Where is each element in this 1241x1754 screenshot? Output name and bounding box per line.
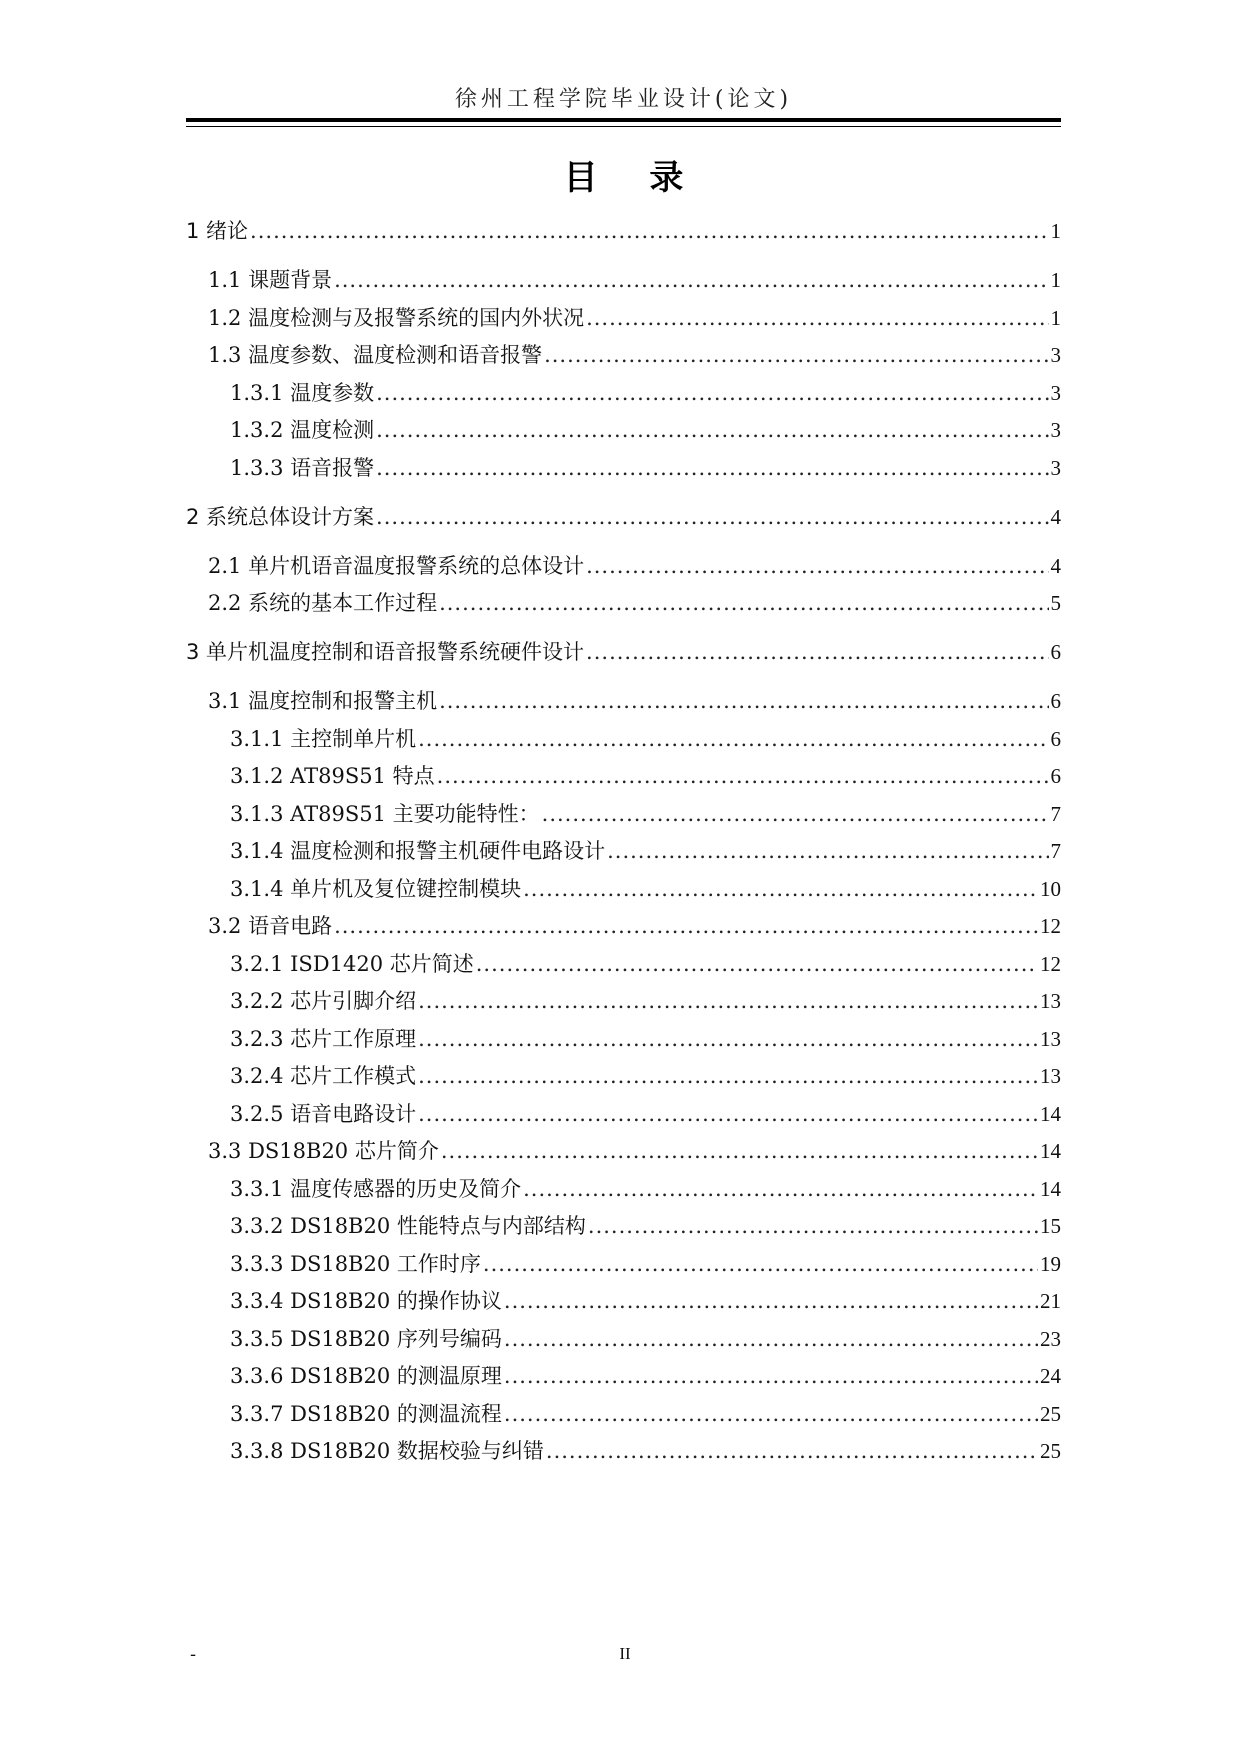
toc-entry-label: 3.3.6 DS18B20 的测温原理 [230,1364,502,1388]
toc-entry[interactable] [186,301,1061,335]
toc-entry-label: 3.3 DS18B20 芯片简介 [208,1139,439,1163]
toc-entry-page: 3 [1050,455,1061,480]
toc-entry-page: 4 [1050,504,1061,529]
toc-entry-page: 10 [1040,876,1061,901]
toc-entry[interactable] [186,722,1061,756]
header-title: 徐州工程学院毕业设计(论文) [454,87,793,112]
footer-page-number: II [619,1644,631,1663]
toc-leader-dots [334,909,1038,943]
toc-entry[interactable] [186,635,1061,669]
toc-entry-label: 3.3.2 DS18B20 性能特点与内部结构 [230,1214,586,1238]
toc-entry[interactable] [186,451,1061,485]
toc-entry-label: 3.2.4 芯片工作模式 [230,1064,417,1088]
toc-entry-page: 1 [1050,219,1061,243]
toc-entry[interactable] [186,549,1061,583]
toc-entry-label: 3.3.3 DS18B20 工作时序 [230,1251,481,1276]
toc-leader-dots [504,1284,1038,1318]
toc-entry[interactable] [186,413,1061,447]
footer-dash: - [190,1644,197,1665]
toc-entry-page: 15 [1040,1214,1061,1238]
toc-entry-page: 4 [1050,553,1061,578]
toc-entry-label: 3.1.4 单片机及复位键控制模块 [230,876,522,901]
toc-entry-page: 13 [1040,1026,1061,1051]
toc-entry-label: 1.3.3 语音报警 [230,455,375,480]
toc-leader-dots [544,338,1048,372]
toc-entry[interactable] [186,1172,1061,1206]
toc-entry[interactable] [186,500,1061,534]
toc-leader-dots [439,586,1048,620]
toc-leader-dots [476,947,1038,981]
toc-entry-page: 25 [1040,1439,1061,1463]
toc-entry-page: 1 [1050,268,1061,292]
toc-entry-page: 12 [1040,914,1061,938]
toc-leader-dots [586,301,1048,335]
toc-leader-dots [504,1322,1038,1356]
toc-leader-dots [504,1359,1038,1393]
toc-leader-dots [376,413,1048,447]
toc-entry-label: 1.1 课题背景 [208,268,333,292]
toc-entry-label: 1.3 温度参数、温度检测和语音报警 [208,343,543,367]
toc-leader-dots [250,214,1048,248]
toc-entry[interactable] [186,1247,1061,1281]
toc-entry-label: 3.1.4 温度检测和报警主机硬件电路设计 [230,839,606,863]
toc-entry[interactable] [186,338,1061,372]
toc-entry-page: 14 [1040,1176,1061,1201]
toc-entry-page: 7 [1050,839,1061,863]
toc-entry[interactable] [186,1097,1061,1131]
header-rule-thin [186,126,1061,127]
toc-entry-page: 3 [1050,343,1061,367]
toc-entry-label: 3.3.4 DS18B20 的操作协议 [230,1289,502,1313]
toc-entry-label: 3.1.3 AT89S51 主要功能特性： [230,801,540,826]
toc-leader-dots [418,722,1048,756]
toc-entry-page: 5 [1050,591,1061,615]
toc-entry-label: 3.3.8 DS18B20 数据校验与纠错 [230,1439,544,1463]
header-rule-thick [186,118,1061,122]
toc-entry[interactable] [186,1022,1061,1056]
toc-entry[interactable] [186,834,1061,868]
toc-leader-dots [607,834,1048,868]
toc-entry-label: 1.3.1 温度参数 [230,380,375,405]
toc-entry[interactable] [186,1059,1061,1093]
toc-entry-page: 14 [1040,1139,1061,1163]
toc-entry[interactable] [186,909,1061,943]
toc-entry-page: 6 [1050,689,1061,713]
toc-entry-label: 3.3.1 温度传感器的历史及简介 [230,1176,522,1201]
toc-entry[interactable] [186,1284,1061,1318]
toc-leader-dots [334,263,1048,297]
toc-entry-page: 6 [1050,726,1061,751]
toc-entry[interactable] [186,1397,1061,1431]
toc-entry-label: 3.2 语音电路 [208,914,333,938]
toc-entry[interactable] [186,263,1061,297]
toc-title: 目 录 [563,158,684,198]
toc-entry-page: 12 [1040,951,1061,976]
toc-leader-dots [441,1134,1038,1168]
toc-leader-dots [483,1247,1038,1281]
toc-leader-dots [439,684,1048,718]
toc-entry[interactable] [186,214,1061,248]
toc-entry-label: 2.1 单片机语音温度报警系统的总体设计 [208,553,585,578]
toc-entry[interactable] [186,1322,1061,1356]
toc-leader-dots [437,759,1049,793]
toc-entry[interactable] [186,1209,1061,1243]
toc-leader-dots [586,549,1048,583]
toc-entry-page: 25 [1040,1401,1061,1426]
toc-entry[interactable] [186,1134,1061,1168]
toc-entry-label: 3 单片机温度控制和语音报警系统硬件设计 [186,640,585,664]
toc-leader-dots [586,635,1048,669]
toc-leader-dots [376,376,1048,410]
toc-entry-page: 6 [1050,764,1061,788]
toc-leader-dots [588,1209,1038,1243]
toc-entry[interactable] [186,376,1061,410]
toc-entry-page: 1 [1050,305,1061,330]
toc-entry-label: 3.2.1 ISD1420 芯片简述 [230,951,474,976]
toc-entry-label: 1 绪论 [186,219,249,243]
toc-entry-page: 3 [1050,418,1061,442]
toc-entry-label: 3.2.2 芯片引脚介绍 [230,989,417,1013]
toc-leader-dots [418,1097,1038,1131]
toc-entry-page: 7 [1050,801,1061,826]
toc-leader-dots [376,500,1048,534]
toc-leader-dots [542,797,1049,831]
toc-entry[interactable] [186,586,1061,620]
toc-entry-label: 3.2.3 芯片工作原理 [230,1026,417,1051]
toc-entry-label: 2 系统总体设计方案 [186,504,375,529]
toc-entry-page: 13 [1040,1064,1061,1088]
toc-leader-dots [523,1172,1038,1206]
toc-entry-page: 24 [1040,1364,1061,1388]
toc-entry-label: 3.1.1 主控制单片机 [230,726,417,751]
toc-entry-page: 21 [1040,1289,1061,1313]
toc-entry[interactable] [186,1434,1061,1468]
toc-leader-dots [546,1434,1038,1468]
toc-entry-page: 3 [1050,380,1061,405]
toc-entry[interactable] [186,947,1061,981]
toc-entry[interactable] [186,759,1061,793]
toc-entry-label: 3.3.7 DS18B20 的测温流程 [230,1401,502,1426]
toc-leader-dots [418,1059,1038,1093]
toc-entry-page: 6 [1050,640,1061,664]
toc-entry-label: 1.2 温度检测与及报警系统的国内外状况 [208,305,585,330]
toc-entry-label: 3.3.5 DS18B20 序列号编码 [230,1326,502,1351]
toc-leader-dots [418,1022,1038,1056]
toc-entry[interactable] [186,1359,1061,1393]
toc-leader-dots [418,984,1038,1018]
toc-entry-label: 3.1 温度控制和报警主机 [208,689,438,713]
toc-entry-label: 3.1.2 AT89S51 特点 [230,764,435,788]
toc-entry-label: 3.2.5 语音电路设计 [230,1101,417,1126]
toc-entry[interactable] [186,797,1061,831]
toc-entry-page: 13 [1040,989,1061,1013]
toc-entry-page: 23 [1040,1326,1061,1351]
toc-leader-dots [376,451,1048,485]
toc-entry-page: 14 [1040,1101,1061,1126]
toc-entry-label: 2.2 系统的基本工作过程 [208,591,438,615]
toc-entry-label: 1.3.2 温度检测 [230,418,375,442]
toc-entry[interactable] [186,872,1061,906]
toc-leader-dots [523,872,1038,906]
toc-entry[interactable] [186,684,1061,718]
toc-entry-page: 19 [1040,1251,1061,1276]
toc-entry[interactable] [186,984,1061,1018]
toc-leader-dots [504,1397,1038,1431]
